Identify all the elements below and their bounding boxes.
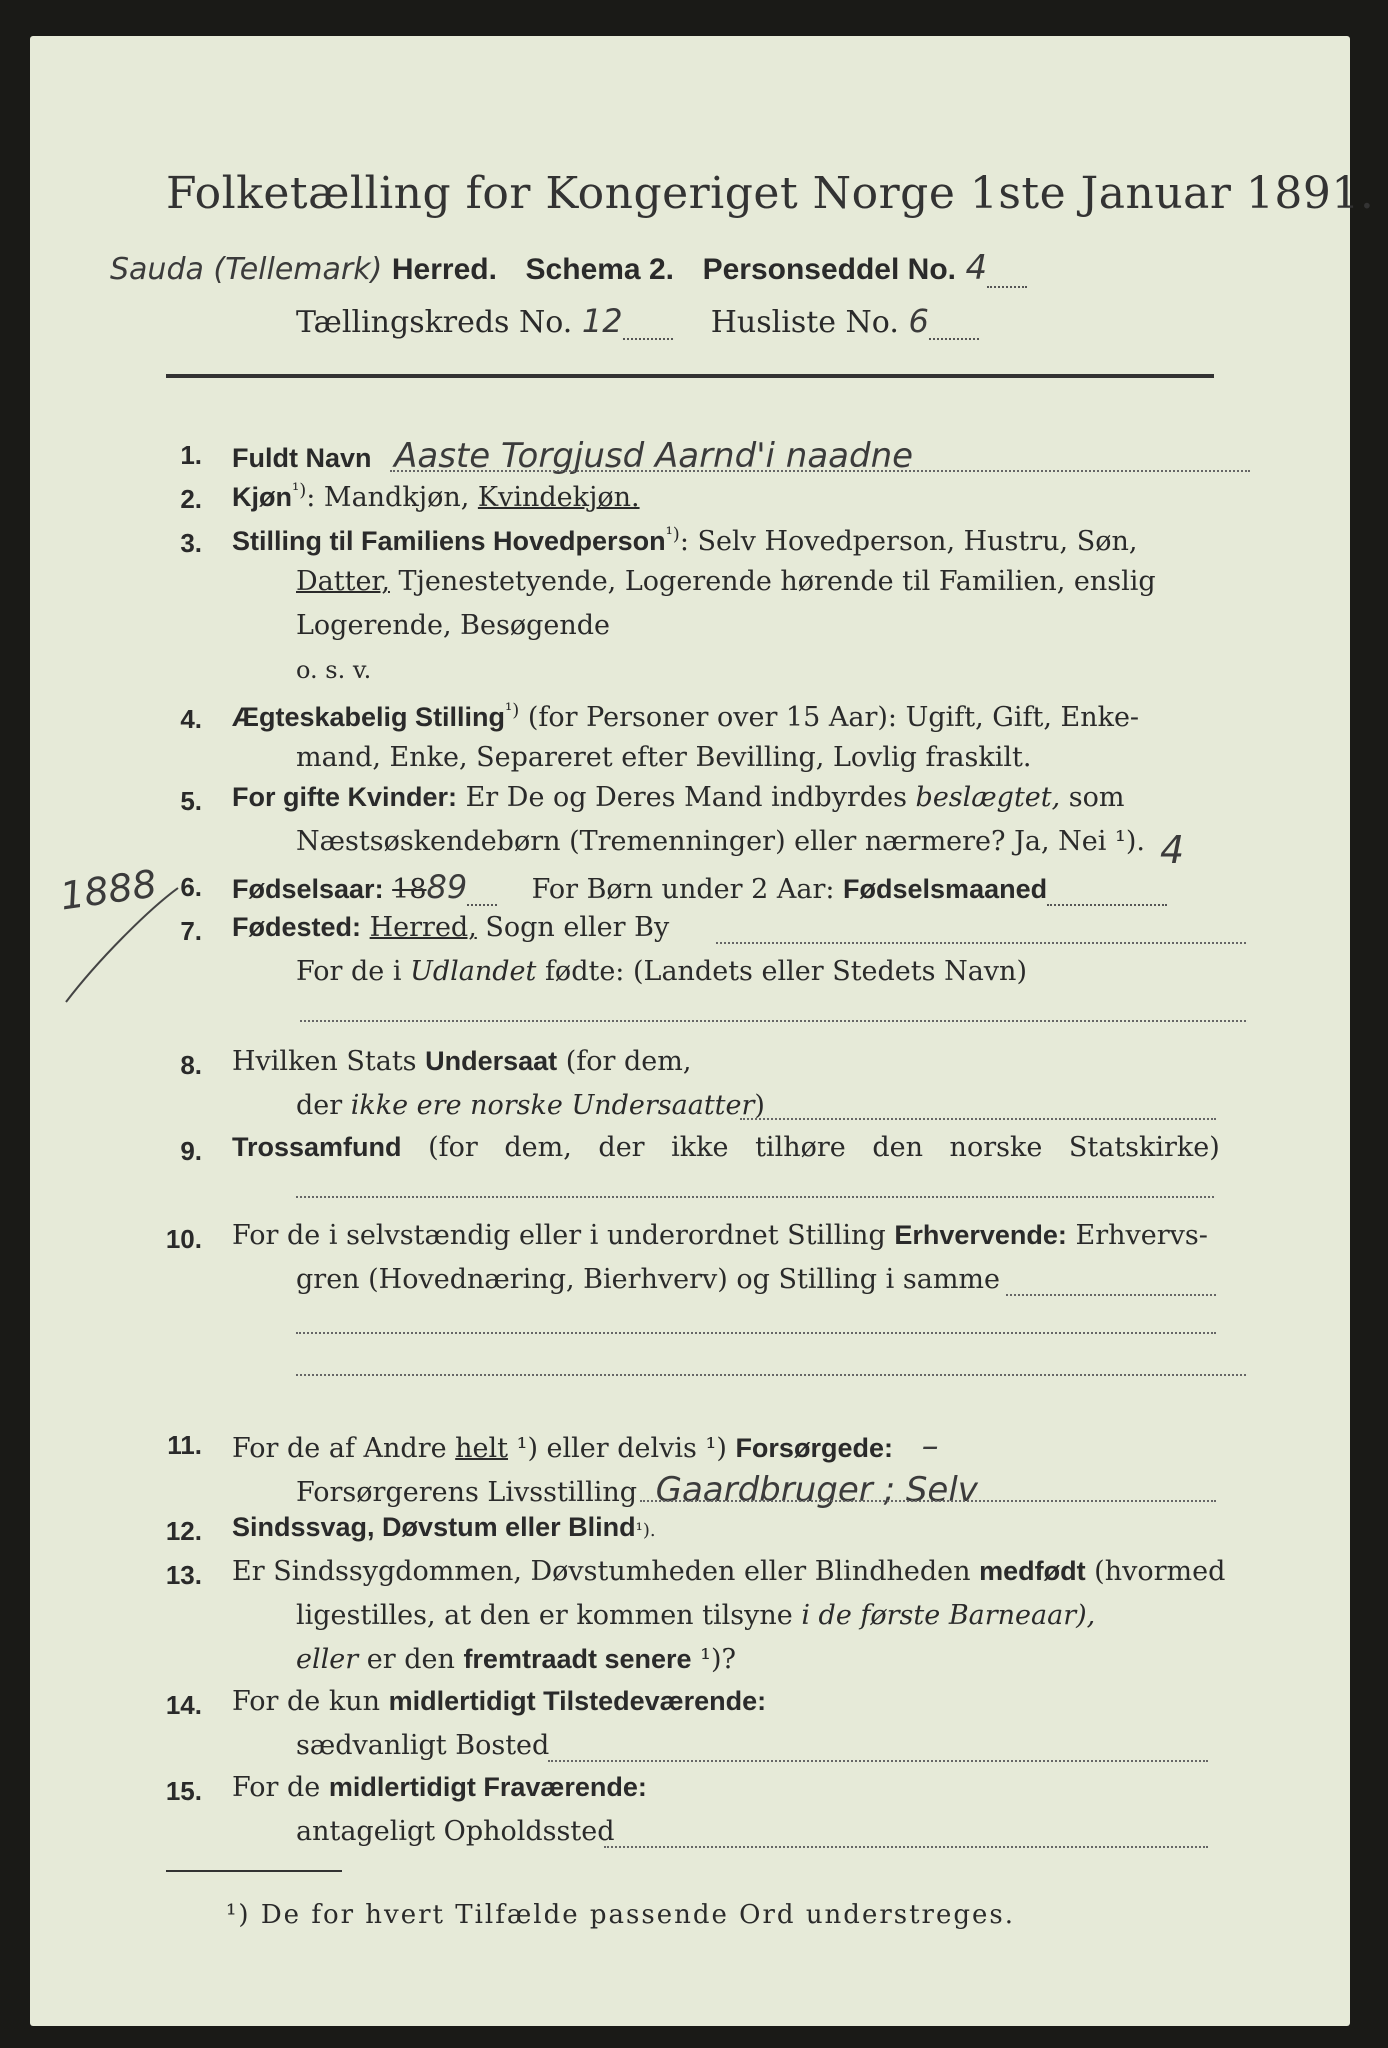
q11-label: Forsørgede: <box>735 1433 893 1463</box>
q10-dotline1 <box>1006 1294 1216 1296</box>
q8-text2: der <box>296 1090 351 1121</box>
q13-line3 <box>296 1644 736 1675</box>
q7-text2: For de i <box>296 956 411 987</box>
q6-margin-note: 1888 <box>57 861 160 919</box>
q9-line <box>232 1132 1220 1163</box>
q15-label: midlertidigt Fraværende: <box>328 1772 647 1802</box>
q13-text1b: (hvormed <box>1085 1556 1226 1587</box>
herred-line <box>110 248 1027 288</box>
q5-text2: Næstsøskendebørn (Tremenninger) eller nærmere? Ja, Nei ¹). <box>296 826 1145 857</box>
q7-line2 <box>296 956 1027 987</box>
q11-text1: For de af Andre <box>232 1433 456 1464</box>
q13-line1 <box>232 1556 1225 1587</box>
q15-number: 15. <box>165 1776 202 1806</box>
q12-sup: ¹). <box>635 1520 656 1541</box>
q11-answer2: Gaardbruger ; Selv <box>655 1470 978 1510</box>
q12-label: Sindssvag, Døvstum eller Blind <box>232 1512 636 1542</box>
q6-text: For Børn under 2 Aar: <box>531 874 844 905</box>
kreds-label: Tællingskreds No. <box>296 305 573 340</box>
q15-text2: antageligt Opholdssted <box>296 1816 615 1847</box>
q13-label: medfødt <box>979 1556 1086 1586</box>
q8-dotline <box>740 1118 1216 1120</box>
q13-text3b: ¹)? <box>691 1644 736 1675</box>
q3-sup: ¹) <box>665 524 680 545</box>
q14-dotline <box>548 1760 1208 1762</box>
kreds-value: 12 <box>581 302 623 340</box>
q10-dotline2 <box>296 1332 1216 1334</box>
personseddel-label: Personseddel No. <box>702 253 956 286</box>
q6-answer: 89 <box>426 868 468 906</box>
q14-number: 14. <box>165 1690 202 1720</box>
q5-number: 5. <box>180 786 202 816</box>
q11-number: 11. <box>167 1430 202 1460</box>
q8-line2 <box>296 1090 765 1121</box>
q3-text4: o. s. v. <box>296 656 372 684</box>
husliste-value: 6 <box>908 302 929 340</box>
q3-line2 <box>296 566 1156 597</box>
q6-number: 6. <box>180 872 202 902</box>
q2-sup: ¹) <box>292 480 307 501</box>
q8-text1b: (for dem, <box>557 1046 692 1077</box>
q3-text3: Logerende, Besøgende <box>296 610 610 641</box>
q8-line1 <box>232 1046 691 1077</box>
q6-label2: Fødselsmaaned <box>843 874 1048 904</box>
schema-label: Schema 2. <box>525 253 674 286</box>
q7-text2b: fødte: (Landets eller Stedets Navn) <box>536 956 1027 987</box>
q2-label: Kjøn <box>232 482 292 512</box>
q13-italic3: eller <box>296 1644 359 1675</box>
q5-answer: 4 <box>1160 828 1185 872</box>
q5-text1: Er De og Deres Mand indbyrdes <box>457 782 916 813</box>
q7-italic: Udlandet <box>410 956 537 987</box>
q11-line1 <box>232 1426 939 1466</box>
q10-line1 <box>232 1220 1208 1251</box>
q11-line2 <box>296 1470 978 1510</box>
q10-text2: gren (Hovednæring, Bierhverv) og Stilling i samme <box>296 1264 1001 1295</box>
q7-text1: Sogn eller By <box>476 912 670 943</box>
q11-answer1: – <box>921 1426 939 1466</box>
q15-line1 <box>232 1772 647 1803</box>
q2-number: 2. <box>180 484 202 514</box>
q3-line1 <box>232 524 1137 557</box>
q3-text2: Tjenestetyende, Logerende hørende til Familien, enslig <box>389 566 1156 597</box>
q15-text1: For de <box>232 1772 329 1803</box>
q7-line1 <box>232 912 669 943</box>
q5-italic: beslægtet, <box>915 782 1061 813</box>
kreds-line <box>296 302 979 340</box>
q7-dotline2 <box>300 1020 1246 1022</box>
q13-text3: er den <box>358 1644 464 1675</box>
q7-number: 7. <box>180 916 202 946</box>
q13-label3: fremtraadt senere <box>463 1644 692 1674</box>
q3-text1: : Selv Hovedperson, Hustru, Søn, <box>679 526 1138 557</box>
q2-text-b: Kvindekjøn. <box>477 482 640 513</box>
q12-number: 12. <box>165 1516 202 1546</box>
q14-label: midlertidigt Tilstedeværende: <box>388 1686 767 1716</box>
q9-label: Trossamfund <box>232 1132 402 1162</box>
q13-italic2: i de første Barneaar), <box>801 1600 1096 1631</box>
q5-label: For gifte Kvinder: <box>232 782 458 812</box>
footnote-divider <box>166 1870 342 1872</box>
footnote: ¹) De for hvert Tilfælde passende Ord understreges. <box>226 1900 1016 1930</box>
q10-text1b: Erhvervs- <box>1066 1220 1208 1251</box>
q4-sup: ¹) <box>505 700 520 721</box>
q10-label: Erhvervende: <box>894 1220 1067 1250</box>
q15-dotline <box>604 1846 1208 1848</box>
q8-italic: ikke ere norske Undersaatter <box>350 1090 755 1121</box>
q2-line <box>232 480 640 513</box>
header-divider <box>166 374 1214 378</box>
q4-text2: mand, Enke, Separeret efter Bevilling, Lovlig fraskilt. <box>296 742 1032 773</box>
q4-label: Ægteskabelig Stilling <box>232 702 506 732</box>
q3-underlined: Datter, <box>296 566 390 597</box>
q8-label: Undersaat <box>425 1046 558 1076</box>
q9-number: 9. <box>180 1136 202 1166</box>
q10-text1: For de i selvstændig eller i underordnet Stilling <box>232 1220 895 1251</box>
herred-label: Herred. <box>391 253 497 286</box>
q7-underlined: Herred, <box>369 912 477 943</box>
q1-number: 1. <box>180 440 202 470</box>
q13-line2 <box>296 1600 1095 1631</box>
q14-line1 <box>232 1686 766 1717</box>
q6-label: Fødselsaar: <box>232 874 384 904</box>
q8-number: 8. <box>180 1050 202 1080</box>
q4-number: 4. <box>180 704 202 734</box>
q11-text2: Forsørgerens Livsstilling <box>296 1477 638 1508</box>
q13-number: 13. <box>165 1560 202 1590</box>
q11-underlined: helt <box>455 1433 509 1464</box>
q10-number: 10. <box>165 1224 202 1254</box>
q5-text1b: som <box>1060 782 1125 813</box>
q8-text2b: ) <box>754 1090 765 1121</box>
q1-dotline <box>390 470 1250 472</box>
q6-line <box>232 868 1167 906</box>
q14-text2: sædvanligt Bosted <box>296 1730 550 1761</box>
q10-dotline3 <box>296 1374 1246 1376</box>
q6-printed: 18 <box>392 874 427 905</box>
q11-text1b: ¹) eller delvis ¹) <box>508 1433 736 1464</box>
q2-text-a: : Mandkjøn, <box>306 482 478 513</box>
q9-dotline <box>296 1196 1214 1198</box>
q1-answer: Aaste Torgjusd Aarnd'i naadne <box>394 436 914 476</box>
q3-number: 3. <box>180 528 202 558</box>
q4-line1 <box>232 700 1139 733</box>
q8-text1: Hvilken Stats <box>232 1046 426 1077</box>
q13-text2: ligestilles, at den er kommen tilsyne <box>296 1600 802 1631</box>
form-title: Folketælling for Kongeriget Norge 1ste Januar 1891. <box>166 168 1375 219</box>
q9-text: (for dem, der ikke tilhøre den norske Statskirke) <box>401 1132 1220 1163</box>
q7-dotline1 <box>716 942 1246 944</box>
q11-dotline <box>640 1500 1216 1502</box>
q4-text1: (for Personer over 15 Aar): Ugift, Gift, Enke- <box>519 702 1140 733</box>
q5-line1 <box>232 782 1125 813</box>
q12-line <box>232 1512 656 1543</box>
q3-label: Stilling til Familiens Hovedperson <box>232 526 666 556</box>
q14-text1: For de kun <box>232 1686 389 1717</box>
q13-text1: Er Sindssygdommen, Døvstumheden eller Blindheden <box>232 1556 980 1587</box>
personseddel-value: 4 <box>965 248 988 288</box>
q7-label: Fødested: <box>232 912 362 942</box>
q1-label: Fuldt Navn <box>232 443 372 473</box>
husliste-label: Husliste No. <box>710 305 899 340</box>
herred-handwritten: Sauda (Tellemark) <box>110 252 383 287</box>
